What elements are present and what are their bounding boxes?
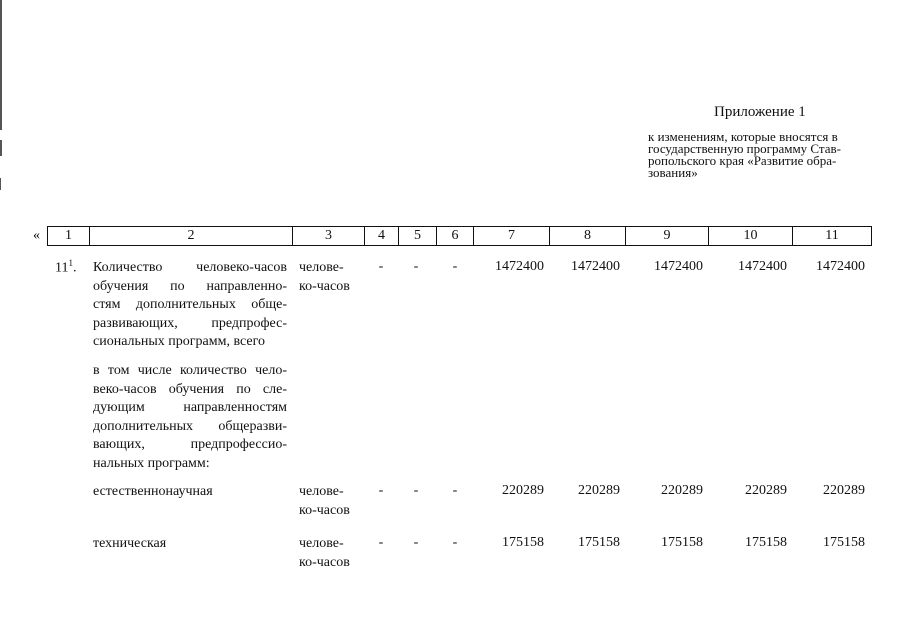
appendix-description-line: государственную программу Став- — [648, 141, 841, 156]
scan-edge-mark — [0, 140, 2, 156]
row-number-main: 11 — [55, 260, 69, 276]
empty-value-dash: - — [378, 535, 384, 550]
indicator-name-line: стям дополнительных обще- — [93, 297, 287, 312]
empty-value-dash: - — [413, 259, 419, 274]
indicator-name-line: обучения по направленно- — [93, 278, 287, 294]
indicator-name-line: сиональных программ, всего — [93, 334, 265, 349]
unit-line: ко-часов — [299, 278, 350, 294]
header-cell: 9 — [626, 227, 709, 245]
unit-cell — [299, 259, 359, 296]
opening-quote: « — [33, 228, 40, 243]
scan-edge-mark — [0, 0, 2, 130]
sub-heading-line: дополнительных общеразви- — [93, 418, 287, 434]
header-cell: 3 — [293, 227, 365, 245]
unit-line: ко-часов — [299, 502, 350, 518]
row-name: техническая — [93, 536, 167, 551]
empty-value-dash: - — [413, 535, 419, 550]
row-number — [55, 258, 76, 277]
header-cell: 10 — [709, 227, 793, 245]
value-cell: 175158 — [502, 535, 544, 550]
value-cell: 220289 — [661, 483, 703, 498]
value-cell: 175158 — [823, 535, 865, 550]
empty-value-dash: - — [413, 483, 419, 498]
appendix-description-line: зования» — [648, 165, 698, 180]
value-cell: 175158 — [745, 535, 787, 550]
value-cell: 1472400 — [654, 259, 703, 274]
value-cell: 175158 — [578, 535, 620, 550]
value-cell: 220289 — [745, 483, 787, 498]
empty-value-dash: - — [378, 483, 384, 498]
unit-line: ко-часов — [299, 554, 350, 570]
empty-value-dash: - — [378, 259, 384, 274]
value-cell: 1472400 — [816, 259, 865, 274]
sub-heading-line: дующим направленностям — [93, 400, 287, 415]
value-cell: 175158 — [661, 535, 703, 550]
appendix-title: Приложение 1 — [714, 104, 806, 120]
header-cell: 7 — [474, 227, 550, 245]
value-cell: 220289 — [578, 483, 620, 498]
row-number-superscript: 1 — [68, 258, 73, 268]
value-cell: 1472400 — [571, 259, 620, 274]
indicator-name-line: развивающих, предпрофес- — [93, 315, 287, 331]
empty-value-dash: - — [452, 483, 458, 498]
header-cell: 5 — [399, 227, 437, 245]
unit-cell — [299, 483, 359, 520]
header-cell: 6 — [437, 227, 474, 245]
unit-line: челове- — [299, 260, 344, 275]
header-cell: 4 — [365, 227, 399, 245]
appendix-description-line: ропольского края «Развитие обра- — [648, 153, 837, 168]
header-cell: 8 — [550, 227, 626, 245]
unit-line: челове- — [299, 484, 344, 499]
row-name: естественнонаучная — [93, 484, 213, 499]
value-cell: 220289 — [823, 483, 865, 498]
empty-value-dash: - — [452, 535, 458, 550]
sub-heading-line: в том числе количество чело- — [93, 363, 287, 378]
table-header-row — [47, 226, 872, 246]
appendix-description — [648, 131, 874, 179]
empty-value-dash: - — [452, 259, 458, 274]
value-cell: 220289 — [502, 483, 544, 498]
header-cell: 1 — [48, 227, 90, 245]
row-number-suffix: . — [72, 260, 77, 276]
value-cell: 1472400 — [738, 259, 787, 274]
appendix-description-line: к изменениям, которые вносятся в — [648, 129, 838, 144]
sub-heading-line: вающих, предпрофессио- — [93, 437, 287, 452]
indicator-name — [93, 259, 287, 352]
header-cell: 2 — [90, 227, 293, 245]
sub-heading-line: нальных программ: — [93, 455, 210, 471]
unit-line: челове- — [299, 536, 344, 551]
sub-heading — [93, 362, 287, 473]
scan-edge-mark — [0, 178, 1, 190]
header-cell: 11 — [825, 228, 839, 243]
value-cell: 1472400 — [495, 259, 544, 274]
sub-heading-line: веко-часов обучения по сле- — [93, 381, 287, 397]
indicator-name-line: Количество человеко-часов — [93, 260, 287, 275]
unit-cell — [299, 535, 359, 572]
